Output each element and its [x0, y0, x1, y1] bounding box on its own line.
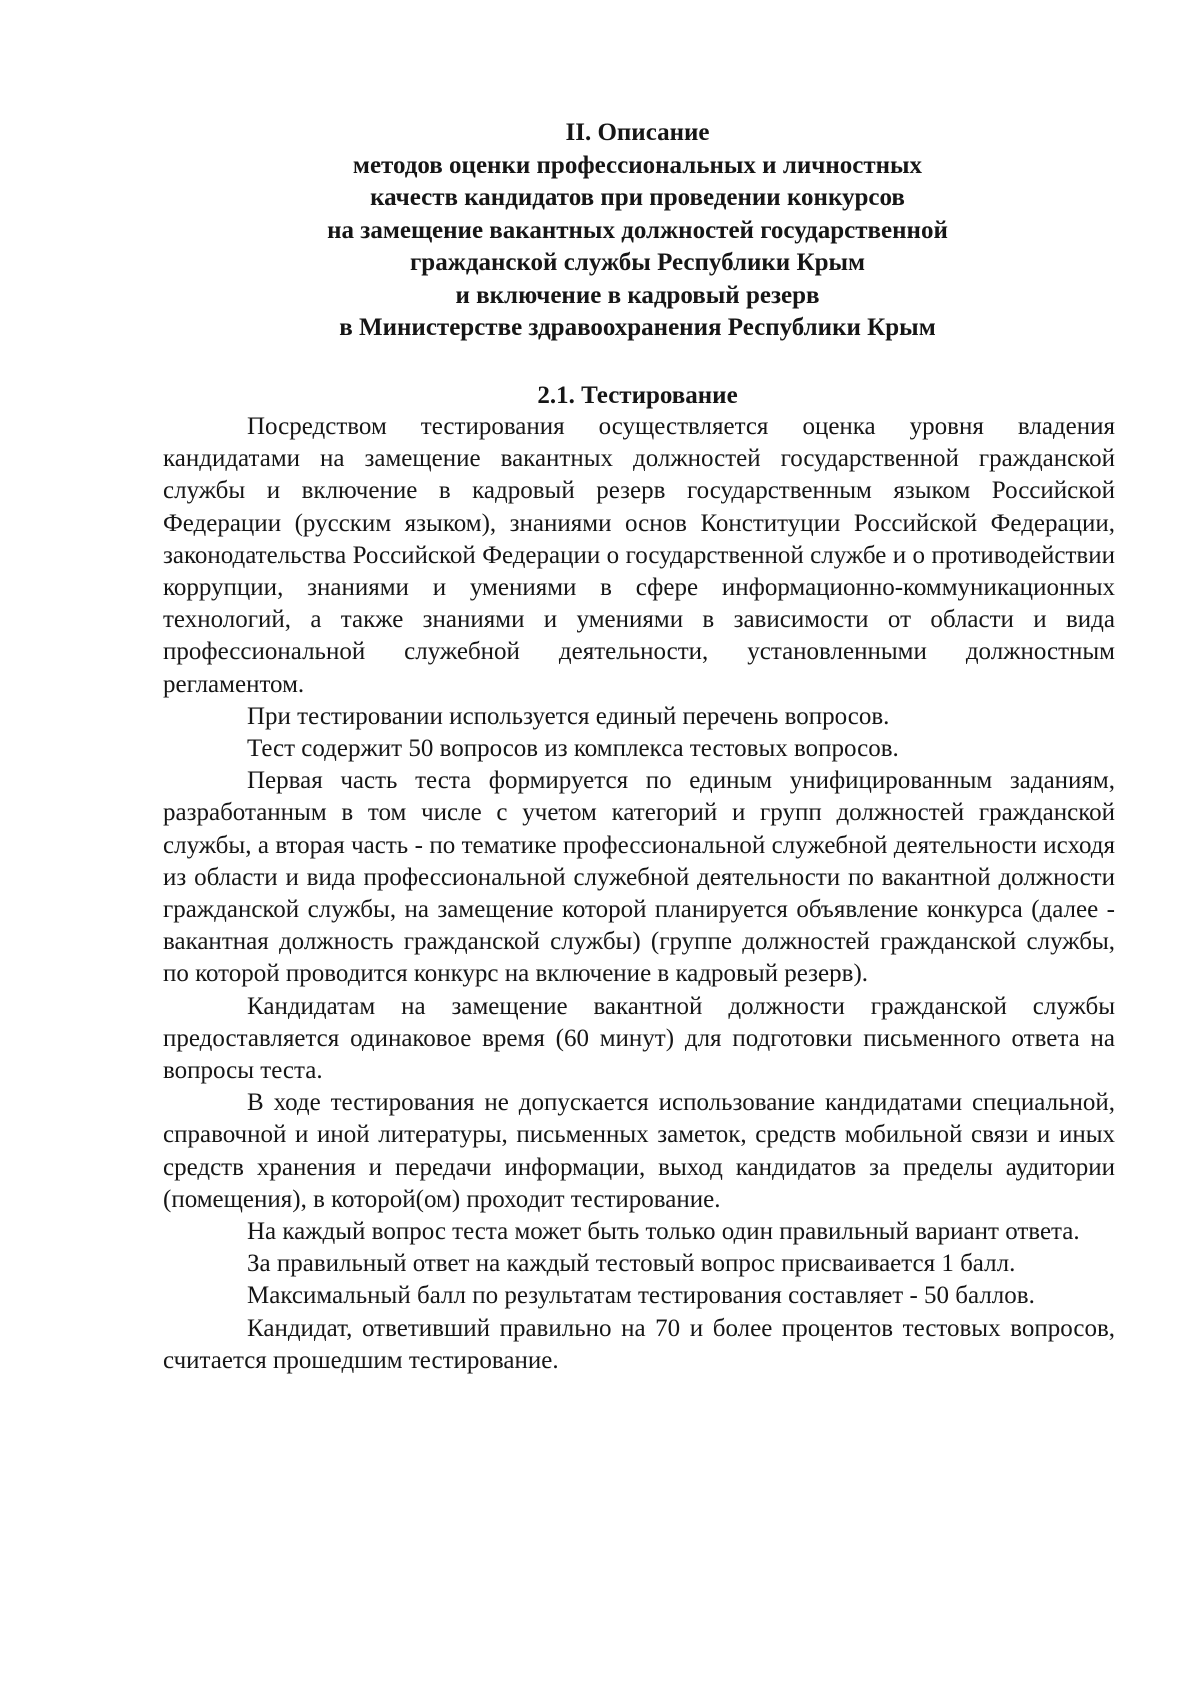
heading-line: методов оценки профессиональных и личностных — [352, 151, 923, 179]
paragraph: Максимальный балл по результатам тестирования составляет - 50 баллов. — [247, 1282, 1035, 1310]
heading-line: качеств кандидатов при проведении конкурсов — [370, 184, 905, 211]
heading-line: и включение в кадровый резерв — [455, 281, 820, 309]
paragraph: Первая часть теста формируется по единым унифицированным заданиям, разработанным в том числе с учетом категорий и групп должностей гражданской службы, а вторая часть - по тематике профессиональной служебной деятельности исходя из области и вида профессиональной служебной деятельности по вакантной должности гражданской службы, на замещение которой планируется объявление конкурса (далее - вакантная должность гражданской службы) (группе должностей гражданской службы, по которой проводится конкурс на включение в кадровый резерв). — [163, 767, 1115, 988]
paragraph: В ходе тестирования не допускается использование кандидатами специальной, справочной и иной литературы, письменных заметок, средств мобильной связи и иных средств хранения и передачи информации, выход кандидатов за пределы аудитории (помещения), в которой(ом) проходит тестирование. — [163, 1089, 1115, 1213]
paragraph: При тестировании используется единый перечень вопросов. — [247, 702, 890, 730]
paragraph: Тест содержит 50 вопросов из комплекса тестовых вопросов. — [247, 735, 899, 763]
document-heading — [160, 117, 1115, 345]
paragraph: Кандидат, ответивший правильно на 70 и более процентов тестовых вопросов, считается прошедшим тестирование. — [163, 1314, 1115, 1374]
document-body — [163, 411, 1115, 1377]
paragraph: Кандидатам на замещение вакантной должности гражданской службы предоставляется одинаковое время (60 минут) для подготовки письменного ответа на вопросы теста. — [163, 992, 1115, 1085]
paragraph: За правильный ответ на каждый тестовый вопрос присваивается 1 балл. — [247, 1250, 1016, 1278]
heading-line: гражданской службы Республики Крым — [409, 249, 866, 276]
heading-line: в Министерстве здравоохранения Республики Крым — [339, 314, 936, 341]
heading-line: на замещение вакантных должностей государственной — [327, 216, 948, 244]
heading-line: II. Описание — [565, 119, 710, 146]
section-title: 2.1. Тестирование — [537, 382, 738, 409]
paragraph: Посредством тестирования осуществляется оценка уровня владения кандидатами на замещение вакантных должностей государственной гражданской службы и включение в кадровый резерв государственным языком Российской Федерации (русским языком), знаниями основ Конституции Российской Федерации, законодательства Российской Федерации о государственной службе и о противодействии коррупции, знаниями и умениями в сфере информационно-коммуникационных технологий, а также знаниями и умениями в зависимости от области и вида профессиональной служебной деятельности, установленными должностным регламентом. — [163, 413, 1115, 698]
paragraph: На каждый вопрос теста может быть только один правильный вариант ответа. — [247, 1218, 1080, 1246]
